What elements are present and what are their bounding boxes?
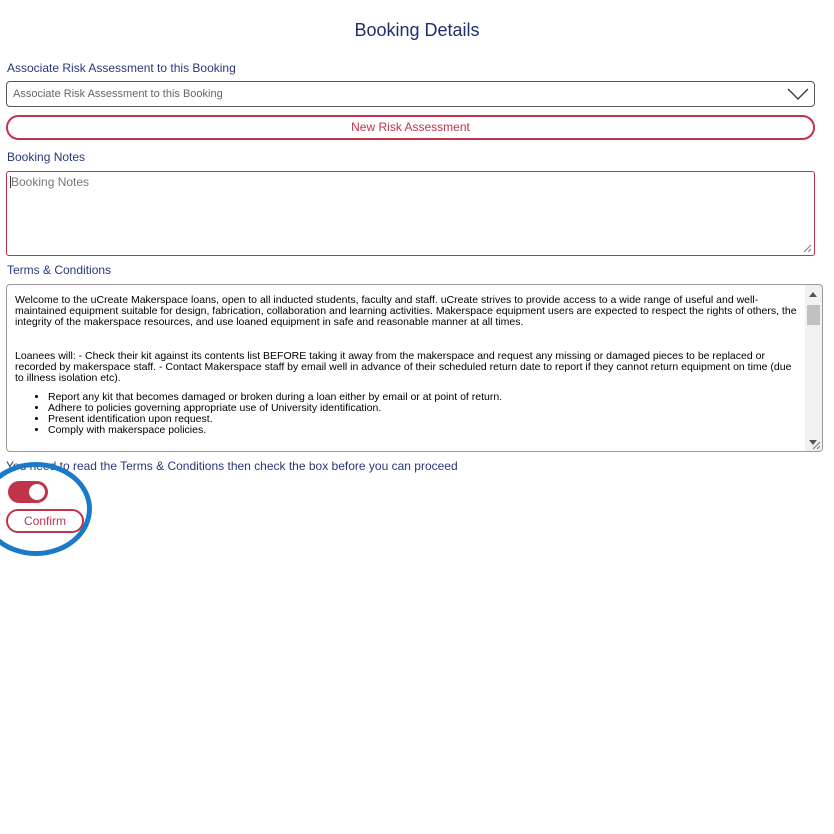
risk-assessment-select[interactable] xyxy=(6,81,815,107)
terms-label: Terms & Conditions xyxy=(7,263,112,277)
list-item: • Adhere to policies governing appropriate use of University identification. xyxy=(48,403,803,414)
terms-text-area[interactable] xyxy=(6,284,823,452)
terms-scrollbar[interactable] xyxy=(805,285,822,451)
terms-content xyxy=(15,295,803,436)
booking-notes-placeholder: Booking Notes xyxy=(11,175,90,189)
accept-terms-toggle[interactable] xyxy=(8,481,48,503)
booking-notes-field[interactable] xyxy=(6,171,815,256)
page-title: Booking Details xyxy=(354,20,480,40)
list-item: • Comply with makerspace policies. xyxy=(48,425,803,436)
list-item: • Present identification upon request. xyxy=(48,414,803,425)
chevron-down-icon xyxy=(787,87,809,101)
risk-assessment-label: Associate Risk Assessment to this Booking xyxy=(7,61,236,75)
terms-paragraph-1: Welcome to the uCreate Makerspace loans, open to all inducted students, faculty and staff. uCreate strives to provide access to a wide range of useful and well-maintained equipment suitable for design, fabrication, collaboration and learning activities. Makerspace equipment users are expected to respect the rights of others, the integrity of the makerspace resources, and use loaned equipment in safe and reasonable manner at all times. xyxy=(15,294,797,328)
terms-list xyxy=(15,392,803,436)
terms-notice: You need to read the Terms & Conditions then check the box before you can proceed xyxy=(6,459,458,473)
booking-notes-label: Booking Notes xyxy=(7,150,86,164)
terms-paragraph-2: Loanees will: - Check their kit against its contents list BEFORE taking it away from the makerspace and request any missing or damaged pieces to be replaced or recorded by makerspace staff. - Contact Makerspace staff by email well in advance of their scheduled return date to report if they cannot return equipment on time (due to illness isolation etc). xyxy=(15,350,792,384)
resize-handle-icon[interactable] xyxy=(812,441,821,450)
list-item: • Report any kit that becomes damaged or broken during a loan either by email or at point of return. xyxy=(48,392,803,403)
toggle-knob xyxy=(29,484,45,500)
risk-assessment-selected-value: Associate Risk Assessment to this Booking xyxy=(13,88,223,100)
scroll-thumb[interactable] xyxy=(807,305,820,325)
scroll-up-icon[interactable] xyxy=(809,292,817,297)
confirm-button[interactable]: Confirm xyxy=(6,509,84,533)
resize-handle-icon[interactable] xyxy=(803,244,812,253)
new-risk-assessment-button[interactable]: New Risk Assessment xyxy=(6,115,815,140)
